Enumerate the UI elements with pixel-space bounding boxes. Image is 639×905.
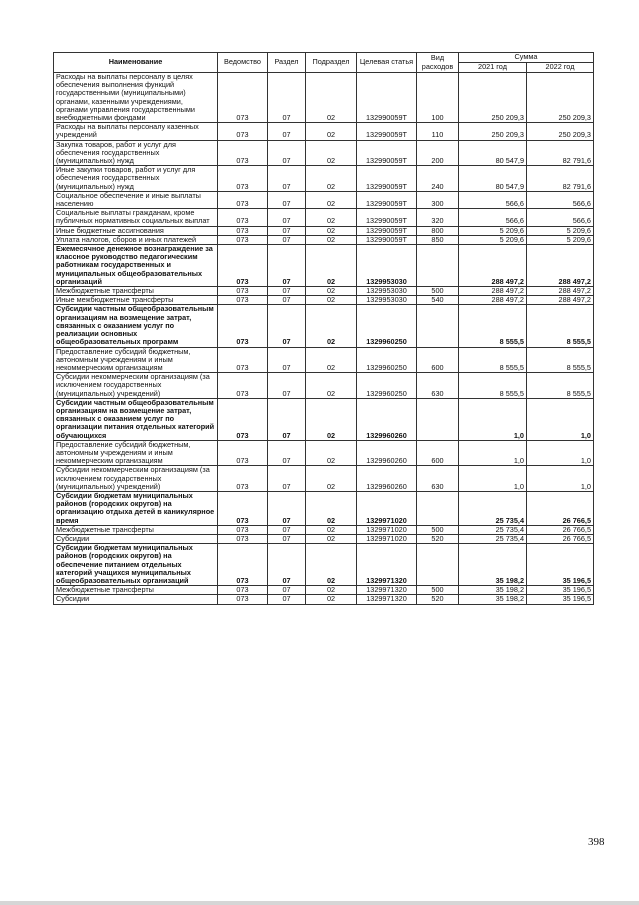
row-target: 1329953030 <box>357 296 417 305</box>
row-sum-2021: 288 497,2 <box>459 296 527 305</box>
row-sum-2021: 288 497,2 <box>459 287 527 296</box>
row-podrazdel: 02 <box>306 287 357 296</box>
row-vid <box>417 245 459 287</box>
row-sum-2021: 8 555,5 <box>459 347 527 373</box>
row-podrazdel: 02 <box>306 440 357 466</box>
header-sum: Сумма <box>459 53 594 63</box>
row-vedomstvo: 073 <box>218 245 268 287</box>
row-vedomstvo: 073 <box>218 586 268 595</box>
row-vedomstvo: 073 <box>218 440 268 466</box>
table-row <box>54 166 594 192</box>
row-name: Межбюджетные трансферты <box>54 586 218 595</box>
row-sum-2021: 25 735,4 <box>459 491 527 525</box>
table-row <box>54 491 594 525</box>
row-razdel: 07 <box>268 466 306 492</box>
row-podrazdel: 02 <box>306 525 357 534</box>
row-podrazdel: 02 <box>306 191 357 208</box>
row-vid: 630 <box>417 466 459 492</box>
row-vedomstvo: 073 <box>218 191 268 208</box>
row-vid: 300 <box>417 191 459 208</box>
row-target: 1329971020 <box>357 525 417 534</box>
table-row <box>54 235 594 244</box>
row-vedomstvo: 073 <box>218 595 268 604</box>
row-target: 1329960250 <box>357 347 417 373</box>
row-vid <box>417 491 459 525</box>
table-row <box>54 373 594 399</box>
row-vid: 200 <box>417 140 459 166</box>
row-vedomstvo: 073 <box>218 347 268 373</box>
row-podrazdel: 02 <box>306 235 357 244</box>
row-vid: 800 <box>417 226 459 235</box>
row-sum-2022: 82 791,6 <box>527 140 594 166</box>
row-sum-2021: 288 497,2 <box>459 245 527 287</box>
row-name: Предоставление субсидий бюджетным, автономным учреждениям и иным некоммерческим организациям <box>54 440 218 466</box>
row-target: 132990059Т <box>357 191 417 208</box>
row-sum-2021: 1,0 <box>459 398 527 440</box>
row-razdel: 07 <box>268 191 306 208</box>
row-vedomstvo: 073 <box>218 534 268 543</box>
row-sum-2021: 1,0 <box>459 466 527 492</box>
table-row <box>54 191 594 208</box>
scan-edge <box>0 901 639 905</box>
row-sum-2022: 26 766,5 <box>527 491 594 525</box>
row-sum-2022: 566,6 <box>527 209 594 226</box>
row-sum-2022: 8 555,5 <box>527 347 594 373</box>
row-name: Уплата налогов, сборов и иных платежей <box>54 235 218 244</box>
row-sum-2022: 82 791,6 <box>527 166 594 192</box>
row-name: Иные межбюджетные трансферты <box>54 296 218 305</box>
row-vid: 110 <box>417 123 459 140</box>
table-row <box>54 305 594 347</box>
row-name: Субсидии бюджетам муниципальных районов (городских округов) на обеспечение питанием отдельных категорий учащихся муниципальных общеобразовательных организаций <box>54 544 218 586</box>
row-name: Закупка товаров, работ и услуг для обеспечения государственных (муниципальных) нужд <box>54 140 218 166</box>
row-razdel: 07 <box>268 595 306 604</box>
row-vedomstvo: 073 <box>218 491 268 525</box>
row-sum-2021: 25 735,4 <box>459 534 527 543</box>
row-podrazdel: 02 <box>306 166 357 192</box>
row-vid: 540 <box>417 296 459 305</box>
row-razdel: 07 <box>268 398 306 440</box>
row-target: 132990059Т <box>357 73 417 123</box>
row-name: Социальные выплаты гражданам, кроме публичных нормативных социальных выплат <box>54 209 218 226</box>
row-sum-2022: 250 209,3 <box>527 123 594 140</box>
row-sum-2021: 8 555,5 <box>459 305 527 347</box>
row-sum-2021: 1,0 <box>459 440 527 466</box>
row-target: 1329953030 <box>357 287 417 296</box>
row-sum-2021: 5 209,6 <box>459 226 527 235</box>
row-sum-2022: 288 497,2 <box>527 296 594 305</box>
row-vid: 500 <box>417 586 459 595</box>
header-row <box>54 53 594 63</box>
row-vid: 850 <box>417 235 459 244</box>
row-target: 1329960250 <box>357 373 417 399</box>
row-target: 132990059Т <box>357 226 417 235</box>
row-razdel: 07 <box>268 491 306 525</box>
row-sum-2021: 250 209,3 <box>459 73 527 123</box>
row-sum-2021: 80 547,9 <box>459 140 527 166</box>
row-sum-2021: 5 209,6 <box>459 235 527 244</box>
row-target: 132990059Т <box>357 235 417 244</box>
row-podrazdel: 02 <box>306 373 357 399</box>
row-name: Субсидии <box>54 534 218 543</box>
row-target: 1329960250 <box>357 305 417 347</box>
page-number: 398 <box>588 836 605 848</box>
row-vid: 100 <box>417 73 459 123</box>
row-vid <box>417 305 459 347</box>
header-name: Наименование <box>54 53 218 73</box>
row-vid: 500 <box>417 287 459 296</box>
header-razdel: Раздел <box>268 53 306 73</box>
row-sum-2022: 5 209,6 <box>527 235 594 244</box>
table-row <box>54 226 594 235</box>
header-vedomstvo: Ведомство <box>218 53 268 73</box>
row-sum-2022: 26 766,5 <box>527 525 594 534</box>
row-sum-2022: 1,0 <box>527 466 594 492</box>
row-name: Межбюджетные трансферты <box>54 525 218 534</box>
row-vedomstvo: 073 <box>218 296 268 305</box>
budget-table <box>53 52 594 605</box>
row-podrazdel: 02 <box>306 347 357 373</box>
row-razdel: 07 <box>268 245 306 287</box>
row-razdel: 07 <box>268 296 306 305</box>
row-vid: 600 <box>417 440 459 466</box>
row-target: 132990059Т <box>357 140 417 166</box>
row-target: 1329960260 <box>357 398 417 440</box>
table-row <box>54 544 594 586</box>
row-name: Субсидии некоммерческим организациям (за исключением государственных (муниципальных) учреждений) <box>54 373 218 399</box>
row-razdel: 07 <box>268 287 306 296</box>
row-vid: 520 <box>417 595 459 604</box>
table-row <box>54 123 594 140</box>
row-target: 1329971020 <box>357 491 417 525</box>
row-vid <box>417 544 459 586</box>
row-name: Иные бюджетные ассигнования <box>54 226 218 235</box>
row-vedomstvo: 073 <box>218 398 268 440</box>
row-podrazdel: 02 <box>306 245 357 287</box>
row-sum-2021: 35 198,2 <box>459 595 527 604</box>
row-vedomstvo: 073 <box>218 373 268 399</box>
table-row <box>54 287 594 296</box>
table-row <box>54 466 594 492</box>
row-razdel: 07 <box>268 544 306 586</box>
header-year-2021: 2021 год <box>459 63 527 73</box>
row-razdel: 07 <box>268 347 306 373</box>
row-sum-2021: 8 555,5 <box>459 373 527 399</box>
table-row <box>54 595 594 604</box>
row-razdel: 07 <box>268 123 306 140</box>
row-target: 1329960260 <box>357 466 417 492</box>
row-vid: 520 <box>417 534 459 543</box>
row-name: Субсидии частным общеобразовательным организациям на возмещение затрат, связанных с оказанием услуг по организации питания отдельных категорий обучающихся <box>54 398 218 440</box>
row-sum-2022: 26 766,5 <box>527 534 594 543</box>
row-sum-2022: 288 497,2 <box>527 245 594 287</box>
row-name: Субсидии <box>54 595 218 604</box>
row-sum-2022: 35 196,5 <box>527 544 594 586</box>
row-vedomstvo: 073 <box>218 73 268 123</box>
row-name: Межбюджетные трансферты <box>54 287 218 296</box>
row-vid: 240 <box>417 166 459 192</box>
row-sum-2022: 1,0 <box>527 398 594 440</box>
row-target: 1329960260 <box>357 440 417 466</box>
row-razdel: 07 <box>268 226 306 235</box>
header-year-2022: 2022 год <box>527 63 594 73</box>
table-row <box>54 73 594 123</box>
row-podrazdel: 02 <box>306 73 357 123</box>
row-name: Расходы на выплаты персоналу казенных учреждений <box>54 123 218 140</box>
row-podrazdel: 02 <box>306 595 357 604</box>
row-sum-2021: 80 547,9 <box>459 166 527 192</box>
row-podrazdel: 02 <box>306 534 357 543</box>
row-target: 132990059Т <box>357 166 417 192</box>
header-vid: Вид расходов <box>417 53 459 73</box>
row-target: 1329953030 <box>357 245 417 287</box>
row-sum-2022: 250 209,3 <box>527 73 594 123</box>
row-podrazdel: 02 <box>306 586 357 595</box>
row-razdel: 07 <box>268 209 306 226</box>
row-vid <box>417 398 459 440</box>
table-row <box>54 525 594 534</box>
row-sum-2021: 35 198,2 <box>459 586 527 595</box>
row-target: 1329971320 <box>357 544 417 586</box>
row-podrazdel: 02 <box>306 226 357 235</box>
row-name: Предоставление субсидий бюджетным, автономным учреждениям и иным некоммерческим организациям <box>54 347 218 373</box>
row-vid: 320 <box>417 209 459 226</box>
row-sum-2022: 8 555,5 <box>527 373 594 399</box>
row-target: 1329971320 <box>357 586 417 595</box>
row-name: Субсидии частным общеобразовательным организациям на возмещение затрат, связанных с оказанием услуг по реализации основных общеобразовательных программ <box>54 305 218 347</box>
table-row <box>54 440 594 466</box>
row-sum-2021: 35 198,2 <box>459 544 527 586</box>
row-name: Социальное обеспечение и иные выплаты населению <box>54 191 218 208</box>
row-sum-2022: 1,0 <box>527 440 594 466</box>
row-vedomstvo: 073 <box>218 235 268 244</box>
row-vedomstvo: 073 <box>218 287 268 296</box>
row-sum-2022: 35 196,5 <box>527 595 594 604</box>
row-vedomstvo: 073 <box>218 123 268 140</box>
row-podrazdel: 02 <box>306 209 357 226</box>
row-podrazdel: 02 <box>306 296 357 305</box>
header-podrazdel: Подраздел <box>306 53 357 73</box>
row-vedomstvo: 073 <box>218 140 268 166</box>
table-row <box>54 140 594 166</box>
row-target: 1329971320 <box>357 595 417 604</box>
row-vid: 500 <box>417 525 459 534</box>
row-vedomstvo: 073 <box>218 544 268 586</box>
table-row <box>54 296 594 305</box>
table-row <box>54 209 594 226</box>
row-razdel: 07 <box>268 140 306 166</box>
row-podrazdel: 02 <box>306 140 357 166</box>
row-name: Иные закупки товаров, работ и услуг для обеспечения государственных (муниципальных) нужд <box>54 166 218 192</box>
row-vedomstvo: 073 <box>218 525 268 534</box>
row-name: Ежемесячное денежное вознаграждение за классное руководство педагогическим работникам государственных и муниципальных общеобразовательных организаций <box>54 245 218 287</box>
row-sum-2022: 8 555,5 <box>527 305 594 347</box>
table-row <box>54 586 594 595</box>
row-vedomstvo: 073 <box>218 226 268 235</box>
row-razdel: 07 <box>268 440 306 466</box>
row-vid: 600 <box>417 347 459 373</box>
row-sum-2021: 250 209,3 <box>459 123 527 140</box>
row-target: 132990059Т <box>357 123 417 140</box>
table-row <box>54 534 594 543</box>
row-podrazdel: 02 <box>306 398 357 440</box>
row-razdel: 07 <box>268 534 306 543</box>
row-vid: 630 <box>417 373 459 399</box>
row-razdel: 07 <box>268 73 306 123</box>
header-target: Целевая статья <box>357 53 417 73</box>
row-name: Субсидии бюджетам муниципальных районов (городских округов) на организацию отдыха детей в каникулярное время <box>54 491 218 525</box>
row-razdel: 07 <box>268 235 306 244</box>
row-razdel: 07 <box>268 586 306 595</box>
row-podrazdel: 02 <box>306 491 357 525</box>
row-podrazdel: 02 <box>306 466 357 492</box>
row-vedomstvo: 073 <box>218 305 268 347</box>
row-name: Субсидии некоммерческим организациям (за исключением государственных (муниципальных) учреждений) <box>54 466 218 492</box>
row-sum-2022: 288 497,2 <box>527 287 594 296</box>
row-vedomstvo: 073 <box>218 466 268 492</box>
table-row <box>54 245 594 287</box>
row-razdel: 07 <box>268 305 306 347</box>
row-sum-2022: 35 196,5 <box>527 586 594 595</box>
row-sum-2022: 5 209,6 <box>527 226 594 235</box>
row-sum-2021: 566,6 <box>459 209 527 226</box>
row-podrazdel: 02 <box>306 544 357 586</box>
row-target: 132990059Т <box>357 209 417 226</box>
row-target: 1329971020 <box>357 534 417 543</box>
row-vedomstvo: 073 <box>218 166 268 192</box>
row-razdel: 07 <box>268 373 306 399</box>
row-sum-2021: 25 735,4 <box>459 525 527 534</box>
row-sum-2021: 566,6 <box>459 191 527 208</box>
row-razdel: 07 <box>268 525 306 534</box>
row-razdel: 07 <box>268 166 306 192</box>
row-name: Расходы на выплаты персоналу в целях обеспечения выполнения функций государственными (муниципальными) органами, казенными учреждениями, органами управления государственными внебюджетными фондами <box>54 73 218 123</box>
table-row <box>54 347 594 373</box>
row-sum-2022: 566,6 <box>527 191 594 208</box>
row-podrazdel: 02 <box>306 123 357 140</box>
table-row <box>54 398 594 440</box>
table-body <box>54 73 594 605</box>
row-vedomstvo: 073 <box>218 209 268 226</box>
row-podrazdel: 02 <box>306 305 357 347</box>
